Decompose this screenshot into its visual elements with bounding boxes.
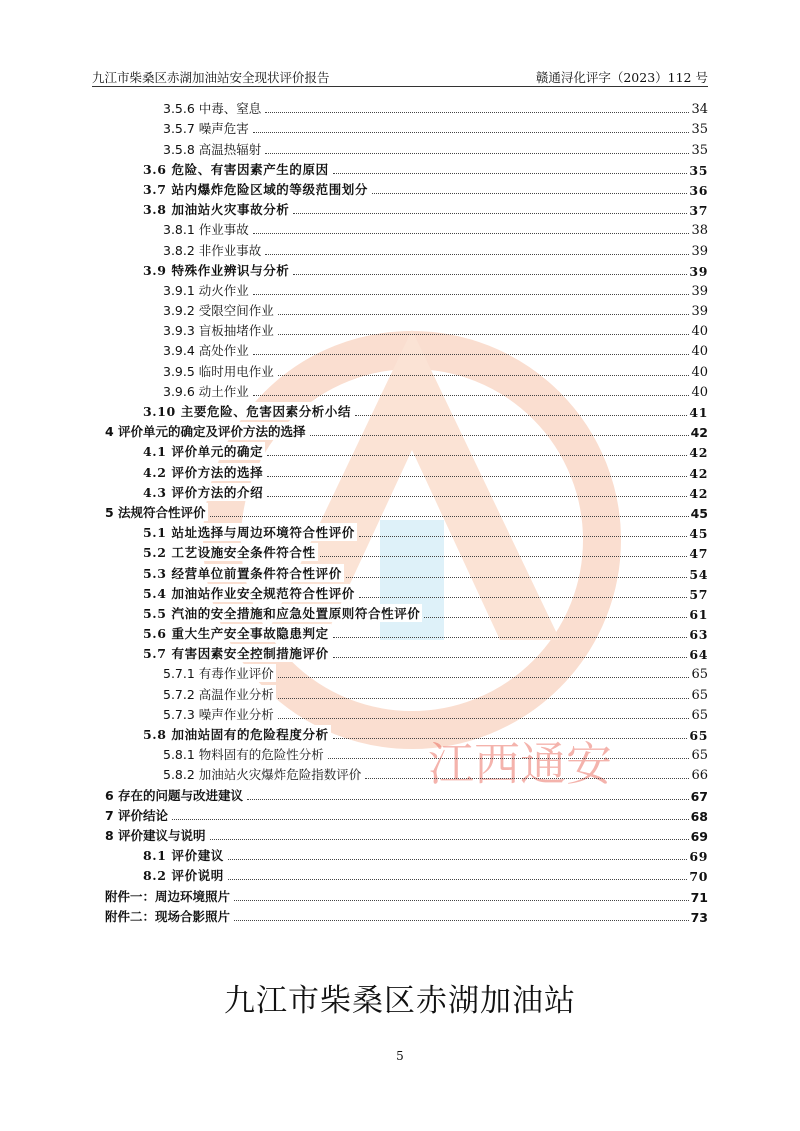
- toc-entry-page: 36: [689, 182, 708, 198]
- toc-leader-dots: [293, 274, 687, 275]
- toc-entry[interactable]: [105, 339, 708, 359]
- toc-entry[interactable]: [105, 460, 708, 480]
- toc-entry-page: 40: [691, 344, 708, 360]
- toc-entry[interactable]: [105, 137, 708, 157]
- toc-entry-title: 5.4 加油站作业安全规范符合性评价: [143, 585, 355, 601]
- toc-entry[interactable]: [105, 824, 708, 844]
- toc-entry-page: 42: [689, 465, 708, 481]
- toc-entry-page: 69: [690, 828, 708, 844]
- toc-entry[interactable]: [105, 642, 708, 662]
- toc-leader-dots: [265, 254, 689, 255]
- toc-leader-dots: [365, 778, 689, 779]
- toc-leader-dots: [278, 375, 690, 376]
- toc-leader-dots: [359, 597, 687, 598]
- toc-entry[interactable]: [105, 158, 708, 178]
- toc-entry[interactable]: [105, 400, 708, 420]
- toc-entry-page: 65: [691, 707, 708, 723]
- toc-leader-dots: [228, 859, 687, 860]
- toc-entry[interactable]: [105, 582, 708, 602]
- toc-entry[interactable]: [105, 259, 708, 279]
- toc-leader-dots: [320, 556, 688, 557]
- toc-entry-page: 45: [689, 526, 708, 542]
- toc-leader-dots: [346, 577, 688, 578]
- toc-leader-dots: [328, 758, 690, 759]
- toc-entry[interactable]: [105, 440, 708, 460]
- station-title: 九江市柴桑区赤湖加油站: [224, 983, 576, 1019]
- toc-entry[interactable]: [105, 783, 708, 803]
- toc-entry[interactable]: [105, 178, 708, 198]
- toc-entry-page: 35: [691, 142, 708, 158]
- toc-entry-title: 3.8 加油站火灾事故分析: [143, 202, 290, 218]
- toc-entry[interactable]: [105, 97, 708, 117]
- toc-entry-page: 54: [689, 566, 708, 582]
- toc-entry-title: 3.5.7 噪声危害: [163, 121, 249, 137]
- toc-entry-page: 42: [689, 485, 708, 501]
- toc-entry[interactable]: [105, 703, 708, 723]
- toc-entry-title: 5.6 重大生产安全事故隐患判定: [143, 626, 329, 642]
- toc-entry-page: 70: [689, 869, 708, 885]
- toc-entry[interactable]: [105, 682, 708, 702]
- toc-entry-page: 35: [691, 122, 708, 138]
- toc-entry-title: 3.9.6 动土作业: [163, 383, 249, 399]
- toc-entry-title: 3.7 站内爆炸危险区域的等级范围划分: [143, 181, 368, 197]
- toc-entry-title: 5.5 汽油的安全措施和应急处置原则符合性评价: [143, 605, 421, 621]
- toc-leader-dots: [372, 193, 687, 194]
- toc-entry-page: 38: [691, 223, 708, 239]
- toc-entry-page: 66: [691, 768, 708, 784]
- toc-entry-title: 7 评价结论: [105, 807, 169, 823]
- toc-entry-title: 5.7.3 噪声作业分析: [163, 706, 274, 722]
- toc-entry-title: 8.1 评价建议: [143, 848, 224, 864]
- toc-entry[interactable]: [105, 541, 708, 561]
- toc-entry[interactable]: [105, 864, 708, 884]
- toc-entry-page: 71: [690, 889, 708, 905]
- toc-entry[interactable]: [105, 501, 708, 521]
- toc-entry[interactable]: [105, 723, 708, 743]
- toc-leader-dots: [265, 153, 689, 154]
- toc-entry-title: 3.9.2 受限空间作业: [163, 303, 274, 319]
- toc-entry[interactable]: [105, 420, 708, 440]
- toc-leader-dots: [267, 455, 687, 456]
- toc-leader-dots: [333, 637, 688, 638]
- toc-entry[interactable]: [105, 299, 708, 319]
- toc-entry-page: 65: [691, 667, 708, 683]
- toc-leader-dots: [253, 294, 690, 295]
- page-header: [92, 68, 708, 87]
- toc-leader-dots: [424, 617, 687, 618]
- toc-entry[interactable]: [105, 561, 708, 581]
- toc-entry-title: 8.2 评价说明: [143, 868, 224, 884]
- toc-leader-dots: [210, 516, 689, 517]
- toc-entry-page: 65: [691, 748, 708, 764]
- toc-entry-page: 40: [691, 324, 708, 340]
- toc-leader-dots: [278, 698, 690, 699]
- toc-leader-dots: [333, 657, 688, 658]
- toc-entry-title: 5.7.2 高温作业分析: [163, 686, 274, 702]
- toc-entry-title: 3.9.5 临时用电作业: [163, 363, 274, 379]
- toc-entry[interactable]: [105, 905, 708, 925]
- toc-leader-dots: [278, 334, 690, 335]
- toc-entry-title: 4 评价单元的确定及评价方法的选择: [105, 424, 306, 440]
- toc-entry-title: 6 存在的问题与改进建议: [105, 787, 244, 803]
- toc-entry-page: 42: [689, 445, 708, 461]
- toc-entry[interactable]: [105, 884, 708, 904]
- toc-entry-page: 41: [689, 405, 708, 420]
- toc-entry-page: 65: [689, 728, 708, 743]
- toc-entry-page: 35: [689, 162, 708, 178]
- toc-entry[interactable]: [105, 359, 708, 379]
- header-report-title: 九江市柴桑区赤湖加油站安全现状评价报告: [92, 70, 330, 85]
- toc-entry-title: 3.9.4 高处作业: [163, 343, 249, 359]
- toc-entry-title: 5.8.1 物料固有的危险性分析: [163, 747, 324, 763]
- toc-entry[interactable]: [105, 622, 708, 642]
- toc-entry-page: 40: [691, 384, 708, 400]
- toc-entry[interactable]: [105, 743, 708, 763]
- toc-entry[interactable]: [105, 662, 708, 682]
- toc-entry-title: 4.1 评价单元的确定: [143, 444, 264, 460]
- toc-entry-title: 8 评价建议与说明: [105, 827, 206, 843]
- toc-entry-title: 4.2 评价方法的选择: [143, 464, 264, 480]
- toc-entry-page: 40: [691, 364, 708, 380]
- toc-leader-dots: [267, 496, 687, 497]
- header-report-number: 赣通浔化评字（2023）112 号: [535, 70, 708, 85]
- toc-leader-dots: [253, 395, 690, 396]
- toc-entry[interactable]: [105, 218, 708, 238]
- watermark-center-text: 江西通安: [428, 737, 612, 791]
- toc-entry-title: 4.3 评价方法的介绍: [143, 484, 264, 500]
- toc-entry-title: 3.8.1 作业事故: [163, 222, 249, 238]
- toc-leader-dots: [253, 354, 690, 355]
- toc-entry-page: 37: [689, 203, 708, 219]
- toc-leader-dots: [265, 112, 689, 113]
- toc-entry-page: 57: [689, 586, 708, 602]
- toc-entry-page: 34: [691, 102, 708, 118]
- table-of-contents: [105, 97, 708, 925]
- toc-leader-dots: [210, 839, 689, 840]
- toc-leader-dots: [355, 415, 687, 416]
- toc-entry-title: 3.10 主要危险、危害因素分析小结: [143, 404, 352, 419]
- toc-entry-title: 5.3 经营单位前置条件符合性评价: [143, 565, 342, 581]
- toc-entry-title: 3.9.1 动火作业: [163, 282, 249, 298]
- toc-entry-title: 5.8 加油站固有的危险程度分析: [143, 727, 329, 742]
- toc-entry[interactable]: [105, 198, 708, 218]
- toc-leader-dots: [247, 799, 689, 800]
- toc-entry-page: 61: [689, 606, 708, 622]
- toc-entry-title: 3.8.2 非作业事故: [163, 242, 262, 258]
- toc-entry-page: 45: [690, 505, 708, 521]
- toc-entry[interactable]: [105, 602, 708, 622]
- toc-entry-title: 5.8.2 加油站火灾爆炸危险指数评价: [163, 767, 362, 783]
- toc-leader-dots: [310, 435, 689, 436]
- toc-leader-dots: [234, 920, 689, 921]
- toc-entry-page: 39: [691, 283, 708, 299]
- toc-entry-page: 67: [690, 788, 708, 804]
- toc-leader-dots: [172, 819, 689, 820]
- toc-entry-page: 39: [691, 243, 708, 259]
- toc-entry-title: 3.5.8 高温热辐射: [163, 141, 262, 157]
- toc-entry-page: 65: [691, 687, 708, 703]
- toc-leader-dots: [359, 536, 687, 537]
- toc-leader-dots: [278, 718, 690, 719]
- toc-entry-page: 73: [690, 909, 708, 925]
- toc-entry[interactable]: [105, 117, 708, 137]
- toc-entry-title: 3.5.6 中毒、窒息: [163, 101, 262, 117]
- toc-leader-dots: [228, 879, 687, 880]
- toc-leader-dots: [267, 476, 687, 477]
- page-number: 5: [396, 1049, 404, 1063]
- toc-entry-page: 63: [689, 627, 708, 643]
- toc-entry-title: 5 法规符合性评价: [105, 504, 206, 520]
- toc-entry-title: 5.7 有害因素安全控制措施评价: [143, 646, 329, 662]
- toc-leader-dots: [333, 738, 688, 739]
- toc-leader-dots: [293, 213, 687, 214]
- toc-entry[interactable]: [105, 804, 708, 824]
- toc-entry[interactable]: [105, 763, 708, 783]
- toc-entry-title: 5.1 站址选择与周边环境符合性评价: [143, 525, 355, 541]
- toc-entry[interactable]: [105, 238, 708, 258]
- toc-leader-dots: [253, 233, 690, 234]
- toc-entry-title: 附件二：现场合影照片: [105, 908, 231, 924]
- toc-entry-page: 47: [689, 546, 708, 562]
- toc-leader-dots: [253, 132, 690, 133]
- toc-entry[interactable]: [105, 481, 708, 501]
- toc-entry-title: 3.9.3 盲板抽堵作业: [163, 323, 274, 339]
- toc-entry-title: 3.6 危险、有害因素产生的原因: [143, 161, 329, 177]
- toc-entry[interactable]: [105, 380, 708, 400]
- toc-entry[interactable]: [105, 279, 708, 299]
- toc-entry[interactable]: [105, 319, 708, 339]
- toc-entry-page: 39: [691, 304, 708, 320]
- toc-entry-title: 5.2 工艺设施安全条件符合性: [143, 545, 316, 561]
- toc-leader-dots: [278, 314, 690, 315]
- toc-entry[interactable]: [105, 521, 708, 541]
- toc-entry[interactable]: [105, 844, 708, 864]
- toc-entry-page: 42: [690, 425, 708, 441]
- toc-entry-page: 69: [689, 849, 708, 865]
- toc-entry-page: 64: [689, 647, 708, 663]
- toc-leader-dots: [333, 173, 688, 174]
- toc-entry-page: 39: [689, 263, 708, 279]
- toc-leader-dots: [278, 677, 690, 678]
- toc-entry-title: 5.7.1 有毒作业评价: [163, 666, 274, 682]
- toc-entry-page: 68: [690, 808, 708, 824]
- toc-entry-title: 3.9 特殊作业辨识与分析: [143, 262, 290, 278]
- toc-leader-dots: [234, 900, 689, 901]
- toc-entry-title: 附件一：周边环境照片: [105, 888, 231, 904]
